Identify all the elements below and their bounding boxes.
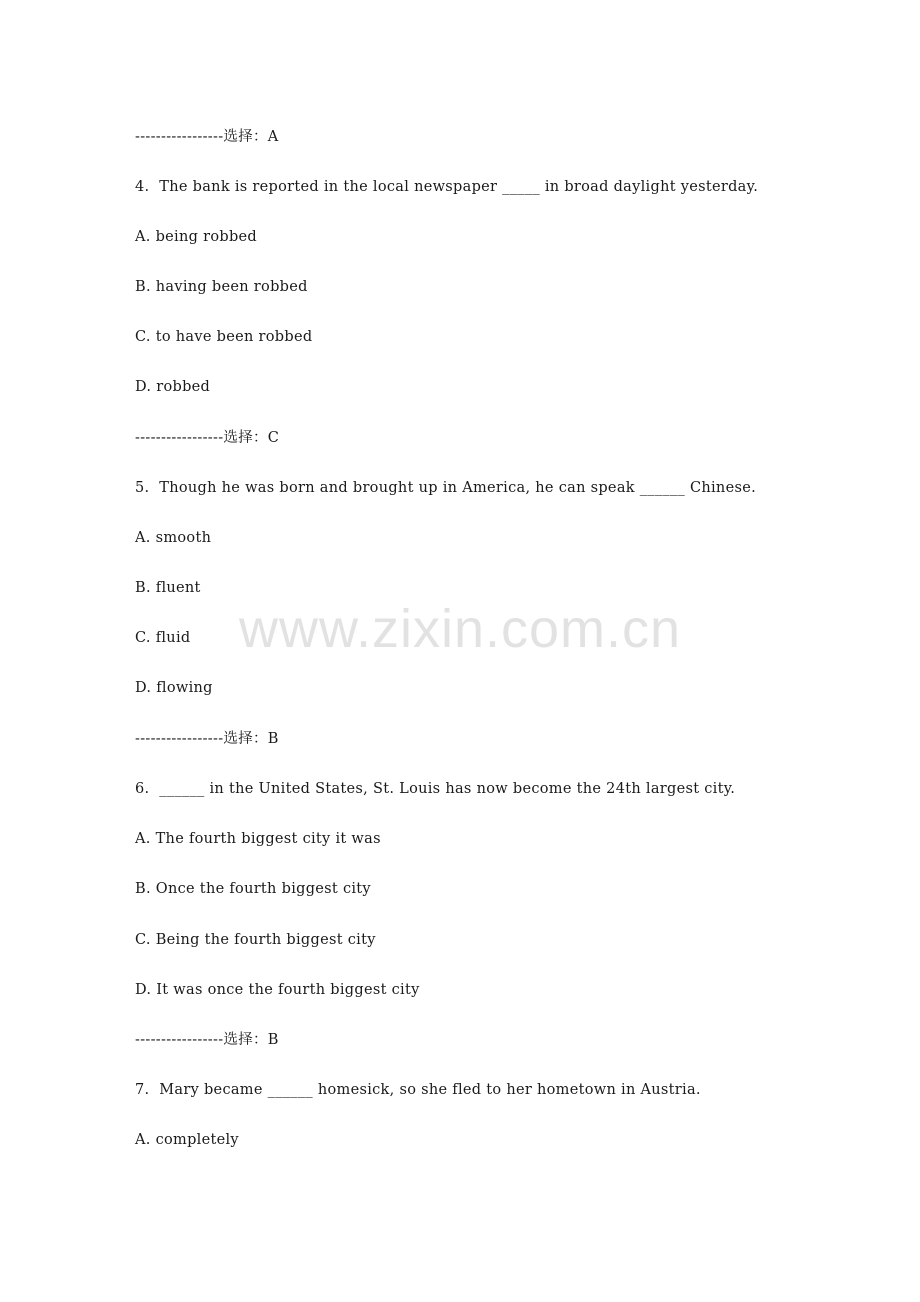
question-5: 5. Though he was born and brought up in America, he can speak ______ Chinese.: [135, 480, 756, 496]
question-6: 6. ______ in the United States, St. Louis has now become the 24th largest city.: [135, 781, 736, 797]
answer-line-3: -----------------选择：A: [135, 129, 279, 145]
watermark: www.zixin.com.cn: [238, 599, 682, 659]
q6-option-c: C. Being the fourth biggest city: [135, 932, 376, 948]
q4-option-d: D. robbed: [135, 379, 211, 395]
q5-option-a: A. smooth: [135, 530, 212, 546]
q4-option-c: C. to have been robbed: [135, 329, 313, 345]
q7-option-a: A. completely: [135, 1132, 239, 1148]
answer-line-5: -----------------选择：B: [135, 731, 279, 747]
answer-line-4: -----------------选择：C: [135, 430, 280, 446]
q6-option-a: A. The fourth biggest city it was: [135, 831, 381, 847]
q4-option-b: B. having been robbed: [135, 279, 308, 295]
q6-option-b: B. Once the fourth biggest city: [135, 881, 371, 897]
question-4: 4. The bank is reported in the local newspaper _____ in broad daylight yesterday.: [135, 179, 759, 195]
q5-option-b: B. fluent: [135, 580, 201, 596]
q5-option-c: C. fluid: [135, 630, 191, 646]
answer-line-6: -----------------选择：B: [135, 1032, 279, 1048]
q4-option-a: A. being robbed: [135, 229, 258, 245]
question-7: 7. Mary became ______ homesick, so she fled to her hometown in Austria.: [135, 1082, 701, 1098]
q6-option-d: D. It was once the fourth biggest city: [135, 982, 420, 998]
q5-option-d: D. flowing: [135, 680, 213, 696]
